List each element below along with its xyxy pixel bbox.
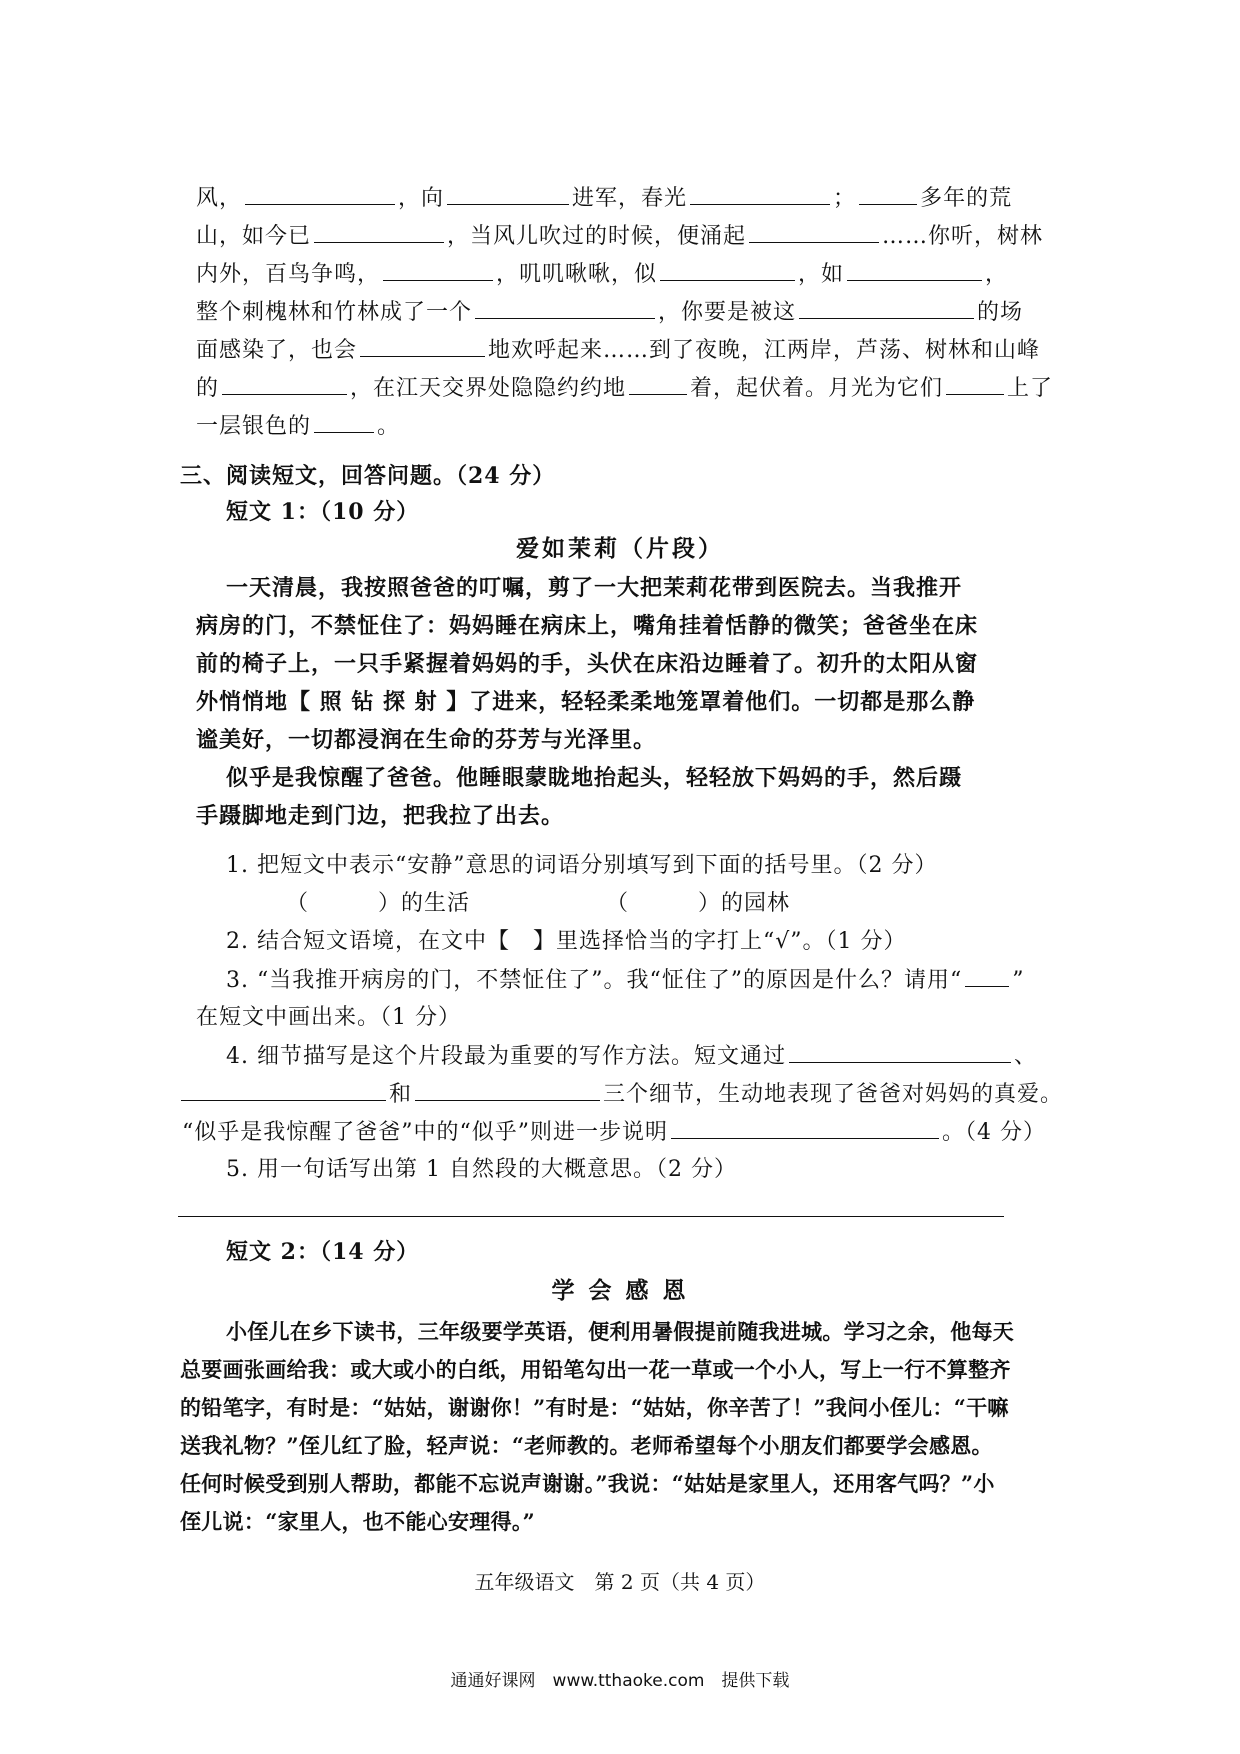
passage-1-line: 病房的门，不禁怔住了：妈妈睡在病床上，嘴角挂着恬静的微笑；爸爸坐在床	[196, 613, 979, 639]
fill-line-2: 山，如今已 ，当风儿吹过的时候，便涌起 ……你听，树林	[196, 216, 1043, 257]
answer-blank[interactable]	[690, 178, 830, 205]
answer-blank[interactable]	[245, 178, 395, 205]
question-3-cont: 在短文中画出来。（1 分）	[196, 1005, 461, 1030]
answer-blank[interactable]	[447, 178, 569, 205]
passage-1-label: 短文 1：（10 分）	[226, 499, 420, 525]
fill-line-4: 整个刺槐林和竹林成了一个 ，你要是被这 的场	[196, 292, 1023, 333]
fill-line-6: 的 ，在江天交界处隐隐约约地 着，起伏着。月光为它们 上了	[196, 368, 1053, 409]
page-footer: 五年级语文 第 2 页（共 4 页）	[474, 1570, 766, 1594]
question-3: 3. “当我推开病房的门，不禁怔住了”。我“怔住了”的原因是什么？请用“ ”	[226, 960, 1024, 1001]
answer-blank[interactable]	[629, 368, 687, 395]
question-4-cont-2: “似乎是我惊醒了爸爸”中的“似乎”则进一步说明 。（4 分）	[182, 1112, 1046, 1153]
section-heading: 三、阅读短文，回答问题。（24 分）	[180, 463, 556, 489]
question-5: 5. 用一句话写出第 1 自然段的大概意思。（2 分）	[226, 1157, 737, 1182]
answer-blank[interactable]	[671, 1112, 939, 1139]
answer-blank[interactable]	[859, 178, 917, 205]
answer-blank[interactable]	[383, 254, 493, 281]
answer-blank[interactable]	[222, 368, 347, 395]
passage-2-line: 侄儿说：“家里人，也不能心安理得。”	[180, 1509, 536, 1534]
passage-2-line: 总要画张画给我：或大或小的白纸，用铅笔勾出一花一草或一个小人，写上一行不算整齐	[180, 1357, 1011, 1382]
passage-1-line: 谧美好，一切都浸润在生命的芬芳与光泽里。	[196, 727, 657, 753]
answer-blank[interactable]	[799, 292, 974, 319]
answer-blank[interactable]	[660, 254, 795, 281]
answer-blank[interactable]	[475, 292, 655, 319]
answer-blank[interactable]	[314, 406, 374, 433]
answer-blank[interactable]	[181, 1074, 386, 1101]
answer-line[interactable]	[178, 1216, 1004, 1217]
download-site-footer: 通通好课网 www.tthaoke.com 提供下载	[450, 1671, 790, 1691]
fill-line-7: 一层银色的 。	[196, 406, 400, 447]
question-4-cont: 和 三个细节，生动地表现了爸爸对妈妈的真爱。	[178, 1074, 1063, 1115]
question-2: 2. 结合短文语境，在文中【 】里选择恰当的字打上“√”。（1 分）	[226, 929, 907, 954]
answer-blank[interactable]	[789, 1036, 1011, 1063]
passage-2-line: 的铅笔字，有时是：“姑姑，谢谢你！”有时是：“姑姑，你辛苦了！”我问小侄儿：“干嘛	[180, 1395, 1009, 1420]
passage-1-line: 手蹑脚地走到门边，把我拉了出去。	[196, 803, 565, 829]
answer-blank[interactable]	[749, 216, 879, 243]
fill-line-5: 面感染了，也会 地欢呼起来……到了夜晚，江两岸，芦荡、树林和山峰	[196, 330, 1040, 371]
question-1: 1. 把短文中表示“安静”意思的词语分别填写到下面的括号里。（2 分）	[226, 853, 938, 878]
passage-1-title: 爱如茉莉（片段）	[516, 535, 724, 562]
answer-blank[interactable]	[360, 330, 485, 357]
answer-blank[interactable]	[314, 216, 444, 243]
answer-blank[interactable]	[847, 254, 982, 281]
passage-2-line: 送我礼物？”侄儿红了脸，轻声说：“老师教的。老师希望每个小朋友们都要学会感恩。	[180, 1433, 993, 1458]
fill-line-1: 风， ，向 进军，春光 ； 多年的荒	[196, 178, 1012, 219]
passage-2-title: 学 会 感 恩	[551, 1277, 689, 1304]
passage-1-line: 似乎是我惊醒了爸爸。他睡眼蒙眬地抬起头，轻轻放下妈妈的手，然后蹑	[226, 765, 963, 791]
passage-2-line: 小侄儿在乡下读书，三年级要学英语，便利用暑假提前随我进城。学习之余，他每天	[226, 1319, 1015, 1344]
answer-blank[interactable]	[946, 368, 1004, 395]
answer-blank[interactable]	[415, 1074, 600, 1101]
q1-answer-slot-2[interactable]: （ ）的园林	[606, 891, 791, 916]
passage-1-line: 一天清晨，我按照爸爸的叮嘱，剪了一大把茉莉花带到医院去。当我推开	[226, 575, 963, 601]
passage-1-line: 前的椅子上，一只手紧握着妈妈的手，头伏在床沿边睡着了。初升的太阳从窗	[196, 651, 979, 677]
answer-blank[interactable]	[965, 960, 1009, 987]
question-4: 4. 细节描写是这个片段最为重要的写作方法。短文通过 、	[226, 1036, 1037, 1077]
q1-answer-slot-1[interactable]: （ ）的生活	[286, 891, 471, 916]
passage-2-label: 短文 2：（14 分）	[226, 1239, 420, 1265]
passage-1-line: 外悄悄地【 照 钻 探 射 】了进来，轻轻柔柔地笼罩着他们。一切都是那么静	[196, 689, 976, 715]
fill-line-3: 内外，百鸟争鸣， ，叽叽啾啾，似 ，如 ，	[196, 254, 1008, 295]
passage-2-line: 任何时候受到别人帮助，都能不忘说声谢谢。”我说：“姑姑是家里人，还用客气吗？”小	[180, 1471, 995, 1496]
